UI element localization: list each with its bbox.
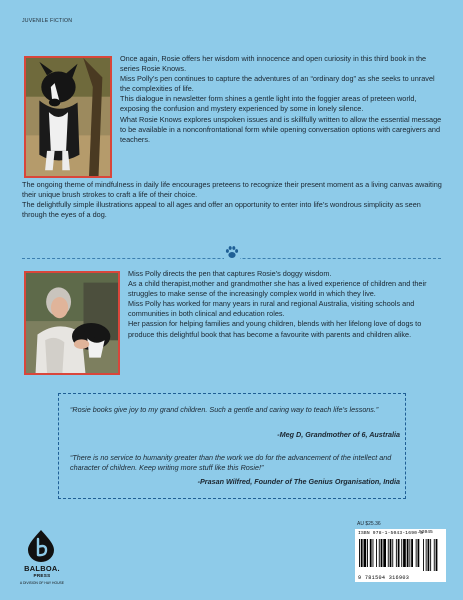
isbn-digits: 9 781504 316903 — [358, 575, 410, 581]
publisher-name: BALBOA. — [24, 564, 60, 573]
blurb-bottom — [22, 180, 442, 220]
blurb-paragraph: The ongoing theme of mindfulness in daily life encourages preteens to recognize their present moment as a living canvas awaiting their unique brush strokes to craft a life of their choice. — [22, 180, 442, 200]
paw-print-icon — [224, 244, 240, 260]
testimonial-quote: “Rosie books give joy to my grand children. Such a gentle and caring way to teach life’s lessons.” — [70, 405, 379, 414]
price-label: AU $25.36 — [357, 521, 381, 527]
author-photo — [24, 271, 120, 375]
isbn-addon: 52045 — [419, 530, 433, 535]
blurb-top — [120, 54, 442, 145]
barcode-bars — [359, 539, 443, 573]
bio-paragraph: As a child therapist,mother and grandmother she has a lived experience of children and their struggles to make sense of the increasingly complex world in which they live. — [128, 279, 427, 299]
balboa-b-icon — [28, 530, 54, 562]
genre-label: JUVENILE FICTION — [22, 18, 73, 24]
publisher-tagline: A DIVISION OF HAY HOUSE — [19, 581, 65, 585]
bio-paragraph: Her passion for helping families and young children, blends with her lifelong love of dogs to produce this delightful book that has become a favourite with parents and children alike. — [128, 319, 422, 339]
testimonial-attribution: -Meg D, Grandmother of 6, Australia — [277, 430, 400, 439]
blurb-paragraph: Miss Polly’s pen continues to capture the adventures of an “ordinary dog” as she seeks to unravel the complexities of life. — [120, 74, 435, 94]
testimonial-quote: “There is no service to humanity greater than the work we do for the advancement of the intellect and character of children. Keep writing more stuff like this Rosie!” — [70, 453, 392, 472]
bio-paragraph: Miss Polly directs the pen that captures Rosie’s doggy wisdom. — [128, 269, 332, 278]
publisher-logo — [18, 530, 66, 590]
testimonial-attribution: -Prasan Wilfred, Founder of The Genius Organisation, India — [197, 477, 400, 486]
publisher-sub: PRESS — [33, 573, 51, 578]
rosie-dog-photo — [24, 56, 112, 178]
author-bio — [128, 269, 442, 340]
blurb-paragraph: What Rosie Knows explores unspoken issues and is skillfully written to allow the essential message to be available in a nonconfrontational form while opening conversation options with caregivers and teachers. — [120, 114, 442, 144]
isbn-label: ISBN 978-1-5043-1690-3 — [358, 531, 424, 536]
isbn-barcode — [355, 529, 446, 582]
blurb-paragraph: The delightfully simple illustrations appeal to all ages and offer an opportunity to enter into life’s wondrous simplicity as seen through the eyes of a dog. — [22, 200, 421, 220]
bio-paragraph: Miss Polly has worked for many years in rural and regional Australia, visiting schools and communities in both clinical and education roles. — [128, 299, 415, 319]
blurb-paragraph: Once again, Rosie offers her wisdom with innocence and open curiosity in this third book in the series Rosie Knows. — [120, 54, 427, 74]
blurb-paragraph: This dialogue in newsletter form shines a gentle light into the foggier areas of preteen world, exposing the confusion and mystery experienced by some in lonely silence. — [120, 94, 417, 114]
